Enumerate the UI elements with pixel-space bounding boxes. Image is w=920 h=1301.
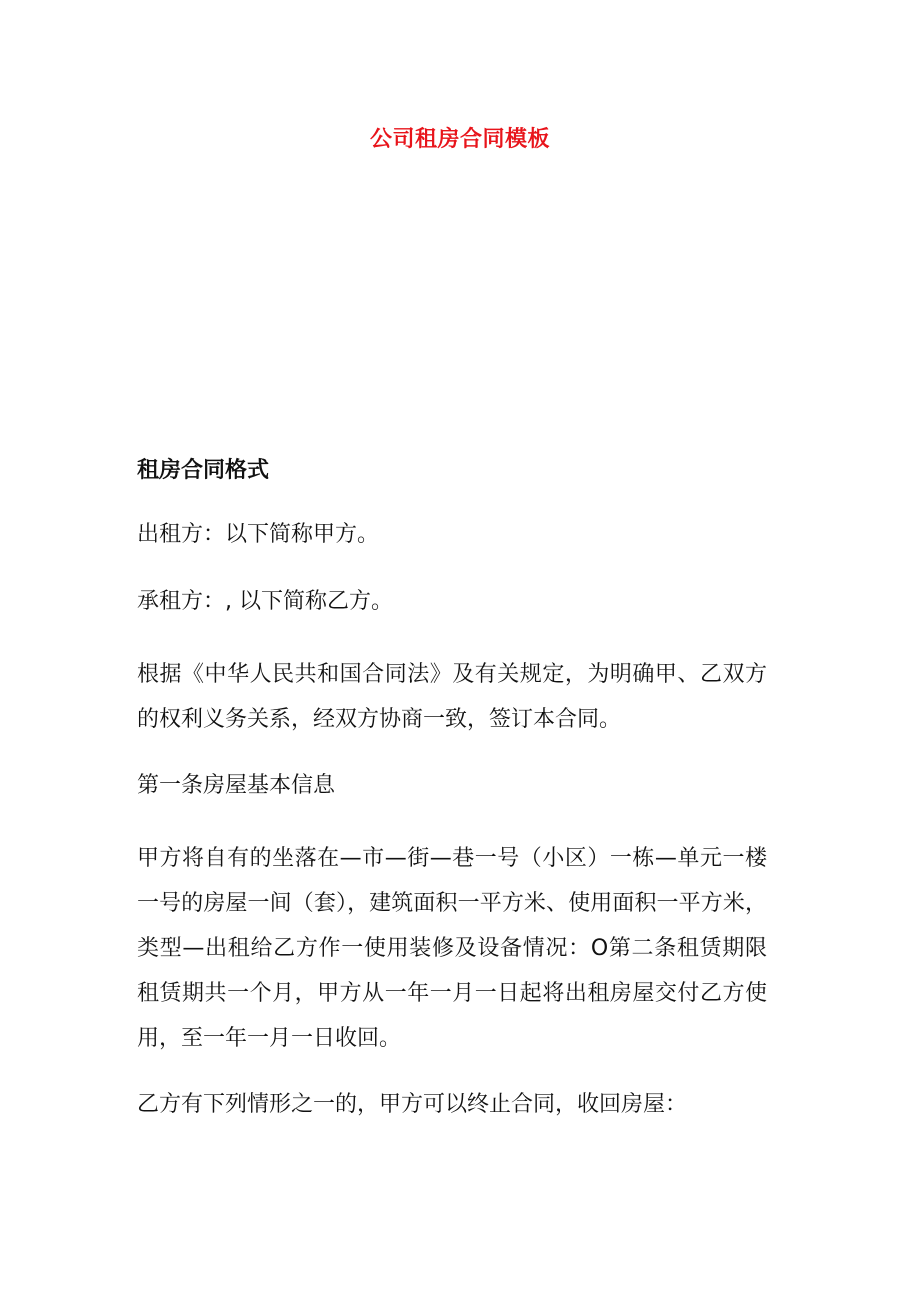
document-body <box>137 454 767 1155</box>
document-title: 公司租房合同模板 <box>369 127 550 152</box>
lessee-line: 承租方：, 以下简称乙方。 <box>137 589 393 614</box>
section-heading: 租房合同格式 <box>137 458 270 483</box>
property-info-paragraph: 甲方将自有的坐落在—市—街—巷一号（小区）一栋—单元一楼一号的房屋一间（套），建筑面积一平方米、使用面积一平方米，类型—出租给乙方作一使用装修及设备情况：O第二条租赁期限租赁期共一个月，甲方从一年一月一日起将出租房屋交付乙方使用，至一年一月一日收回。 <box>137 846 767 1051</box>
lessor-line: 出租方：以下简称甲方。 <box>137 522 380 547</box>
termination-paragraph: 乙方有下列情形之一的，甲方可以终止合同，收回房屋： <box>137 1092 688 1117</box>
preamble-paragraph: 根据《中华人民共和国合同法》及有关规定，为明确甲、乙双方的权利义务关系，经双方协商一致，签订本合同。 <box>137 662 767 732</box>
article-one-heading: 第一条房屋基本信息 <box>137 773 336 798</box>
